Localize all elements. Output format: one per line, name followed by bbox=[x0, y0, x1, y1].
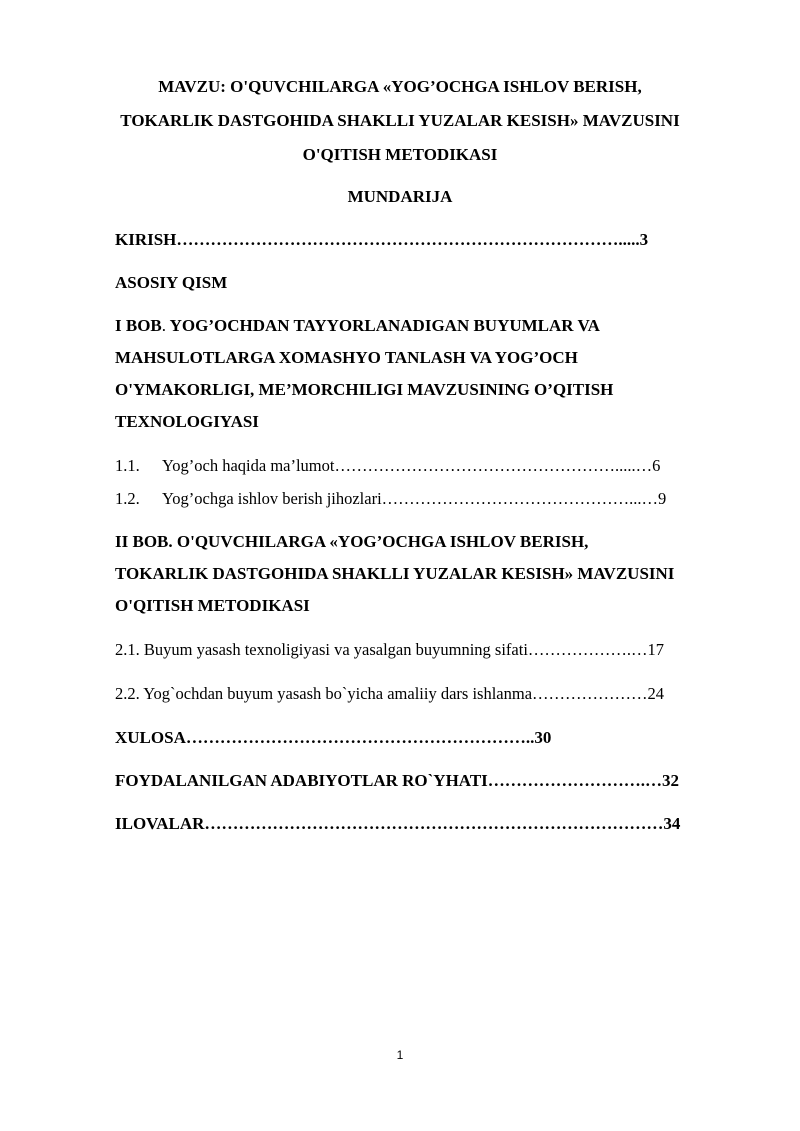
toc-appendices: ILOVALAR………………………………………………………………………34 bbox=[115, 814, 681, 833]
toc-chapter1-line4: TEXNOLOGIYASI bbox=[115, 412, 259, 431]
toc-chapter2-line1: II BOB. O'QUVCHILARGA «YOG’OCHGA ISHLOV BERISH, bbox=[115, 532, 589, 551]
chapter1-prefix: I BOB bbox=[115, 316, 162, 335]
chapter1-title-start: YOG’OCHDAN TAYYORLANADIGAN BUYUMLAR VA bbox=[166, 316, 600, 335]
toc-intro: KIRISH…………………………………………………………………….....3 bbox=[115, 230, 649, 249]
topic-line-3: O'QITISH METODIKASI bbox=[302, 145, 498, 164]
section-title: Yog’och haqida ma’lumot…………………………………………….....…6 bbox=[162, 456, 661, 475]
toc-chapter2-line2: TOKARLIK DASTGOHIDA SHAKLLI YUZALAR KESISH» MAVZUSINI bbox=[115, 564, 675, 583]
toc-chapter1-line1 bbox=[115, 316, 741, 336]
toc-main-part: ASOSIY QISM bbox=[115, 273, 228, 292]
toc-section-2-2: 2.2. Yog`ochdan buyum yasash bo`yicha amaliiy dars ishlanma…………………24 bbox=[115, 684, 665, 703]
section-title: Yog’ochga ishlov berish jihozlari………………………………………...…9 bbox=[162, 489, 667, 508]
section-number: 1.1. bbox=[115, 456, 140, 475]
topic-line-1: MAVZU: O'QUVCHILARGA «YOG’OCHGA ISHLOV BERISH, bbox=[158, 77, 642, 96]
toc-chapter2-line3: O'QITISH METODIKASI bbox=[115, 596, 310, 615]
toc-chapter1-line2: MAHSULOTLARGA XOMASHYO TANLASH VA YOG’OCH bbox=[115, 348, 578, 367]
toc-conclusion: XULOSA……………………………………………………..30 bbox=[115, 728, 552, 747]
chapter1-separator: . bbox=[161, 316, 167, 335]
toc-section-1-2 bbox=[115, 489, 741, 509]
contents-heading: MUNDARIJA bbox=[347, 187, 453, 206]
toc-section-1-1 bbox=[115, 456, 741, 476]
toc-section-2-1: 2.1. Buyum yasash texnoligiyasi va yasalgan buyumning sifati……………….…17 bbox=[115, 640, 665, 659]
page-number: 1 bbox=[396, 1048, 404, 1062]
toc-chapter1-line3: O'YMAKORLIGI, ME’MORCHILIGI MAVZUSINING O’QITISH bbox=[115, 380, 614, 399]
topic-line-2: TOKARLIK DASTGOHIDA SHAKLLI YUZALAR KESISH» MAVZUSINI bbox=[120, 111, 680, 130]
toc-references: FOYDALANILGAN ADABIYOTLAR RO`YHATI……………………….…32 bbox=[115, 771, 680, 790]
section-number: 1.2. bbox=[115, 489, 140, 508]
